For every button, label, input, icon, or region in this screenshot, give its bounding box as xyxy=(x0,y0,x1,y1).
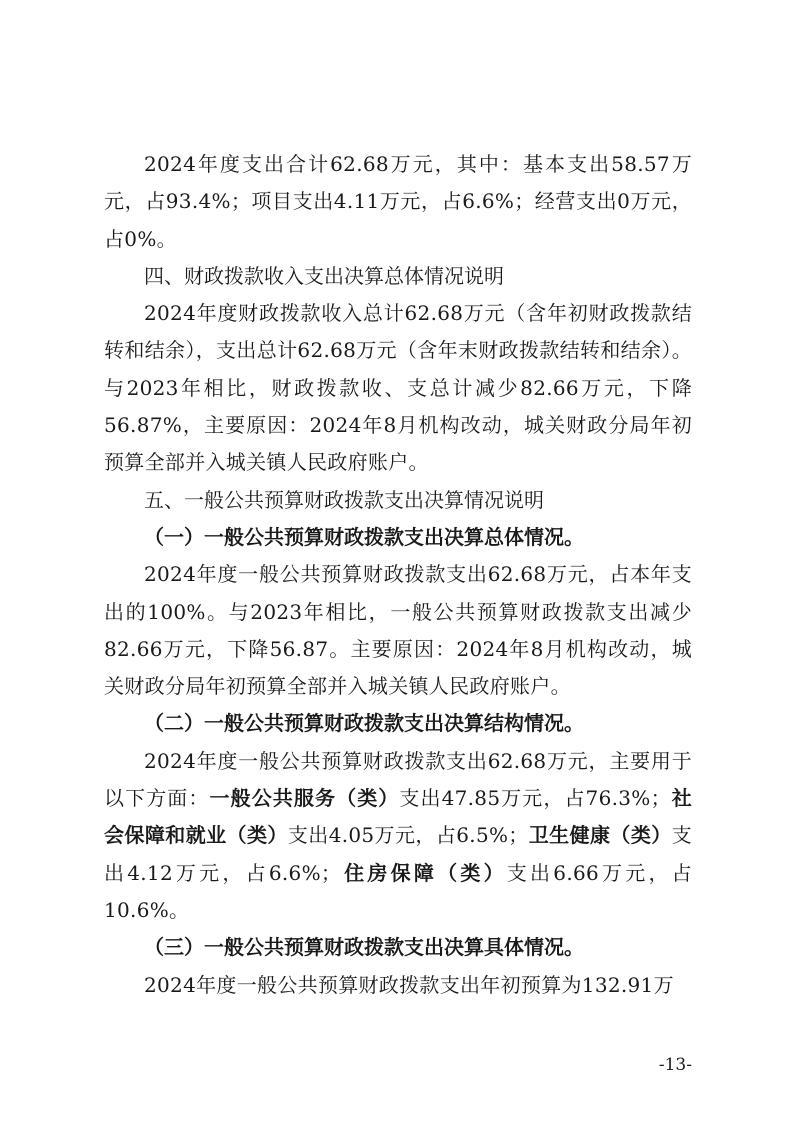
category-general-public-services: 一般公共服务（类） xyxy=(209,786,400,811)
paragraph-general-budget-structure xyxy=(104,743,692,929)
paragraph-fiscal-appropriation: 2024年度财政拨款收入总计62.68万元（含年初财政拨款结转和结余），支出总计62.68万元（含年末财政拨款结转和结余）。与2023年相比，财政拨款收、支总计减少82.66万元，下降56.87%，主要原因：2024年8月机构改动，城关财政分局年初预算全部并入城关镇人民政府账户。 xyxy=(104,301,692,475)
subheading-1: （一）一般公共预算财政拨款支出决算总体情况。 xyxy=(144,524,584,549)
category-housing-amount: 支出6.66万元，占10.6%。 xyxy=(104,860,692,922)
category-housing: 住房保障（类） xyxy=(341,860,507,885)
category-general-public-services-amount: 支出47.85万元，占76.3%； xyxy=(399,786,671,811)
structure-intro: 2024年度一般公共预算财政拨款支出62.68万元，主要用于以下方面： xyxy=(104,748,692,811)
paragraph-expenditure-total: 2024年度支出合计62.68万元，其中：基本支出58.57万元，占93.4%；项目支出4.11万元，占6.6%；经营支出0万元，占0%。 xyxy=(104,152,692,251)
subheading-2: （二）一般公共预算财政拨款支出决算结构情况。 xyxy=(144,711,584,736)
section-heading-4: 四、财政拨款收入支出决算总体情况说明 xyxy=(144,263,504,288)
page-number: -13- xyxy=(658,1055,692,1075)
paragraph-general-budget-overall: 2024年度一般公共预算财政拨款支出62.68万元，占本年支出的100%。与2023年相比，一般公共预算财政拨款支出减少82.66万元，下降56.87。主要原因：2024年8月机构改动，城关财政分局年初预算全部并入城关镇人民政府账户。 xyxy=(104,562,692,699)
category-social-security-amount: 支出4.05万元，占6.5%； xyxy=(287,823,529,848)
section-heading-5: 五、一般公共预算财政拨款支出决算情况说明 xyxy=(144,487,544,512)
paragraph-general-budget-detail: 2024年度一般公共预算财政拨款支出年初预算为132.91万 xyxy=(144,972,674,997)
subheading-3: （三）一般公共预算财政拨款支出决算具体情况。 xyxy=(144,935,584,960)
document-body xyxy=(104,146,692,1004)
category-health: 卫生健康（类） xyxy=(528,823,672,848)
category-health-amount: 支出4.12万元，占6.6%； xyxy=(104,823,693,885)
category-social-security: 社会保障和就业（类） xyxy=(104,786,692,848)
